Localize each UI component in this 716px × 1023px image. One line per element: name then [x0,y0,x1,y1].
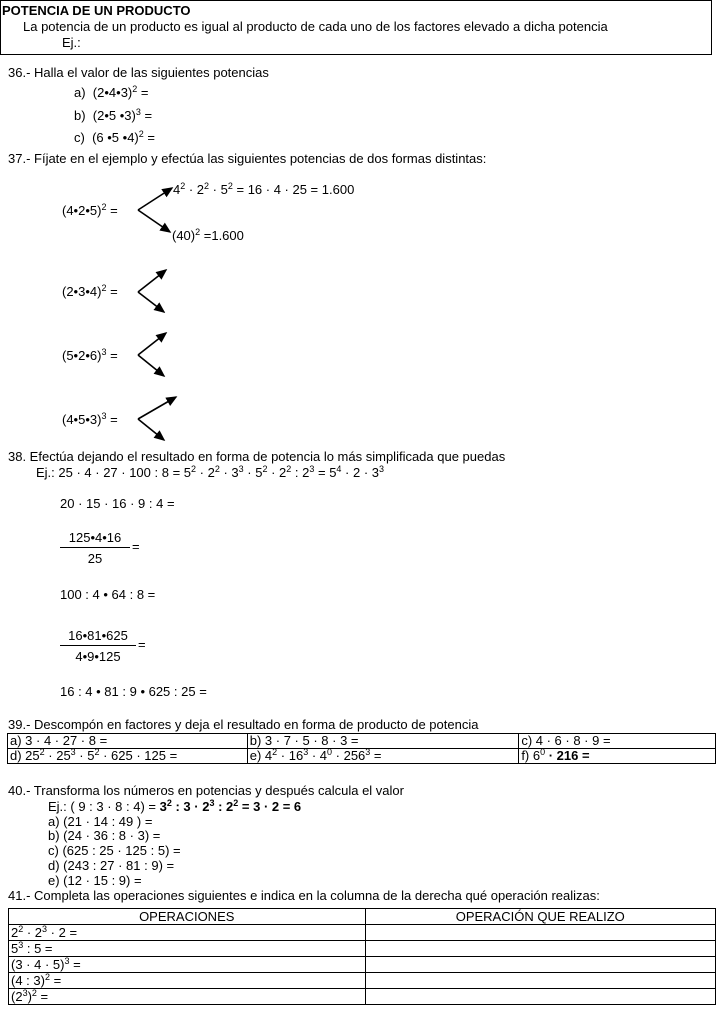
ex37-item: (5•2•6)$^3$ = [62,347,118,363]
table-cell[interactable]: a) 3 · 4 · 27 · 8 = [8,734,248,749]
ex36-item: c) (6 •5 •4)$^2$ = [74,129,155,145]
answer-cell[interactable] [365,989,716,1005]
ex38-fraction-1 [60,530,130,566]
ex37-example-expr: (4•2•5)$^2$ = [62,202,118,218]
table-cell[interactable]: (4 : 3)$^2$ = [9,973,366,989]
table-cell[interactable]: $(3 \cdot 4 \cdot 5)^3$ = [9,957,366,973]
arrow-down [138,210,170,232]
table-row [8,734,716,749]
column-header: OPERACIÓN QUE REALIZO [365,909,716,925]
table-row [8,749,716,764]
equals-sign: = [132,539,140,554]
table-cell[interactable]: $(2^3)^2$ = [9,989,366,1005]
ex38-fraction-2 [60,628,136,664]
table-row [9,957,716,973]
ex40-title: 40.- Transforma los números en potencias y después calcula el valor [8,783,404,798]
arrow-up [138,333,166,355]
arrow-down [138,292,164,312]
arrow-up [138,397,176,419]
table-header-row [9,909,716,925]
arrow-down [138,355,164,376]
ex40-item: c) (625 : 25 · 125 : 5) = [48,843,181,858]
table-row [9,941,716,957]
table-row [9,925,716,941]
ex37-example-bottom: $(40)^2 =1.600$ [172,227,244,243]
equals-sign: = [138,637,146,652]
arrow-down [138,419,164,440]
ex37-item: (2•3•4)$^2$ = [62,283,118,299]
answer-cell[interactable] [365,973,716,989]
answer-cell[interactable] [365,941,716,957]
table-cell[interactable]: c) 4 · 6 · 8 · 9 = [519,734,716,749]
table-row [9,973,716,989]
ex39-title: 39.- Descompón en factores y deja el resultado en forma de producto de potencia [8,717,479,732]
ex37-title: 37.- Fíjate en el ejemplo y efectúa las siguientes potencias de dos formas distintas: [8,151,487,166]
table-cell[interactable]: $5^3$ : 5 = [9,941,366,957]
ex40-item: d) (243 : 27 · 81 : 9) = [48,858,175,873]
denominator: 4•9•125 [75,649,121,664]
ex36-item: b) (2•5 •3)$^3$ = [74,107,153,123]
ex40-item: b) (24 · 36 : 8 · 3) = [48,828,161,843]
ex38-title: 38. Efectúa dejando el resultado en forma de potencia lo más simplificada que puedas [8,449,506,464]
table-cell[interactable]: f) $6^0 \cdot 216$ = [519,749,716,764]
ex38-item-3: 100 : 4 • 64 : 8 = [60,587,156,602]
ex38-item-1: 20 · 15 · 16 · 9 : 4 = [60,496,175,511]
table-cell[interactable]: b) 3 · 7 · 5 · 8 · 3 = [247,734,519,749]
table-row [9,989,716,1005]
numerator: 125•4•16 [68,530,122,545]
example-label: Ej.: [62,35,81,50]
arrow-up [138,188,172,210]
table-cell[interactable]: $2^2 \cdot 2^3 \cdot 2$ = [9,925,366,941]
ex37-item: (4•5•3)$^3$ = [62,411,118,427]
page-title: POTENCIA DE UN PRODUCTO [2,3,191,18]
ex38-example: Ej.: 25 · 4 · 27 · 100 : $8 = 5^2 \cdot 2^2 \cdot 3^3 \cdot 5^2 \cdot 2^2$ : $2^3 = 5^4 \cdot 2 \cdot 3^3$ [36,464,385,480]
ex40-item: a) (21 · 14 : 49 ) = [48,814,153,829]
answer-cell[interactable] [365,925,716,941]
column-header: OPERACIONES [9,909,366,925]
ex38-item-5: 16 : 4 • 81 : 9 • 625 : 25 = [60,684,207,699]
table-cell[interactable]: e) $4^2 \cdot 16^3 \cdot 4^0 \cdot 256^3$ = [247,749,519,764]
answer-cell[interactable] [365,957,716,973]
ex40-example: Ej.: ( 9 : 3 · 8 : $4) = 3^2$ : $3 \cdot 2^3$ : $2^2 = 3 \cdot 2 = 6$ [48,798,302,814]
ex37-example-top: $4^2 \cdot 2^2 \cdot 5^2 = 16 \cdot 4 \cdot 25 = 1.600$ [173,181,355,197]
ex36-item: a) (2•4•3)$^2$ = [74,84,149,100]
arrow-up [138,270,166,292]
ex36-title: 36.- Halla el valor de las siguientes potencias [8,65,269,80]
numerator: 16•81•625 [68,628,128,643]
ex41-title: 41.- Completa las operaciones siguientes e indica en la columna de la derecha qué operación realizas: [8,888,600,903]
ex40-item: e) (12 · 15 : 9) = [48,873,142,888]
denominator: 25 [87,551,103,566]
table-cell[interactable]: d) $25^2 \cdot 25^3 \cdot 5^2 \cdot 625 \cdot 125$ = [8,749,248,764]
rule-text: La potencia de un producto es igual al producto de cada uno de los factores elevado a dicha potencia [23,19,608,34]
ex41-table [8,908,716,1005]
ex39-table [7,733,716,764]
